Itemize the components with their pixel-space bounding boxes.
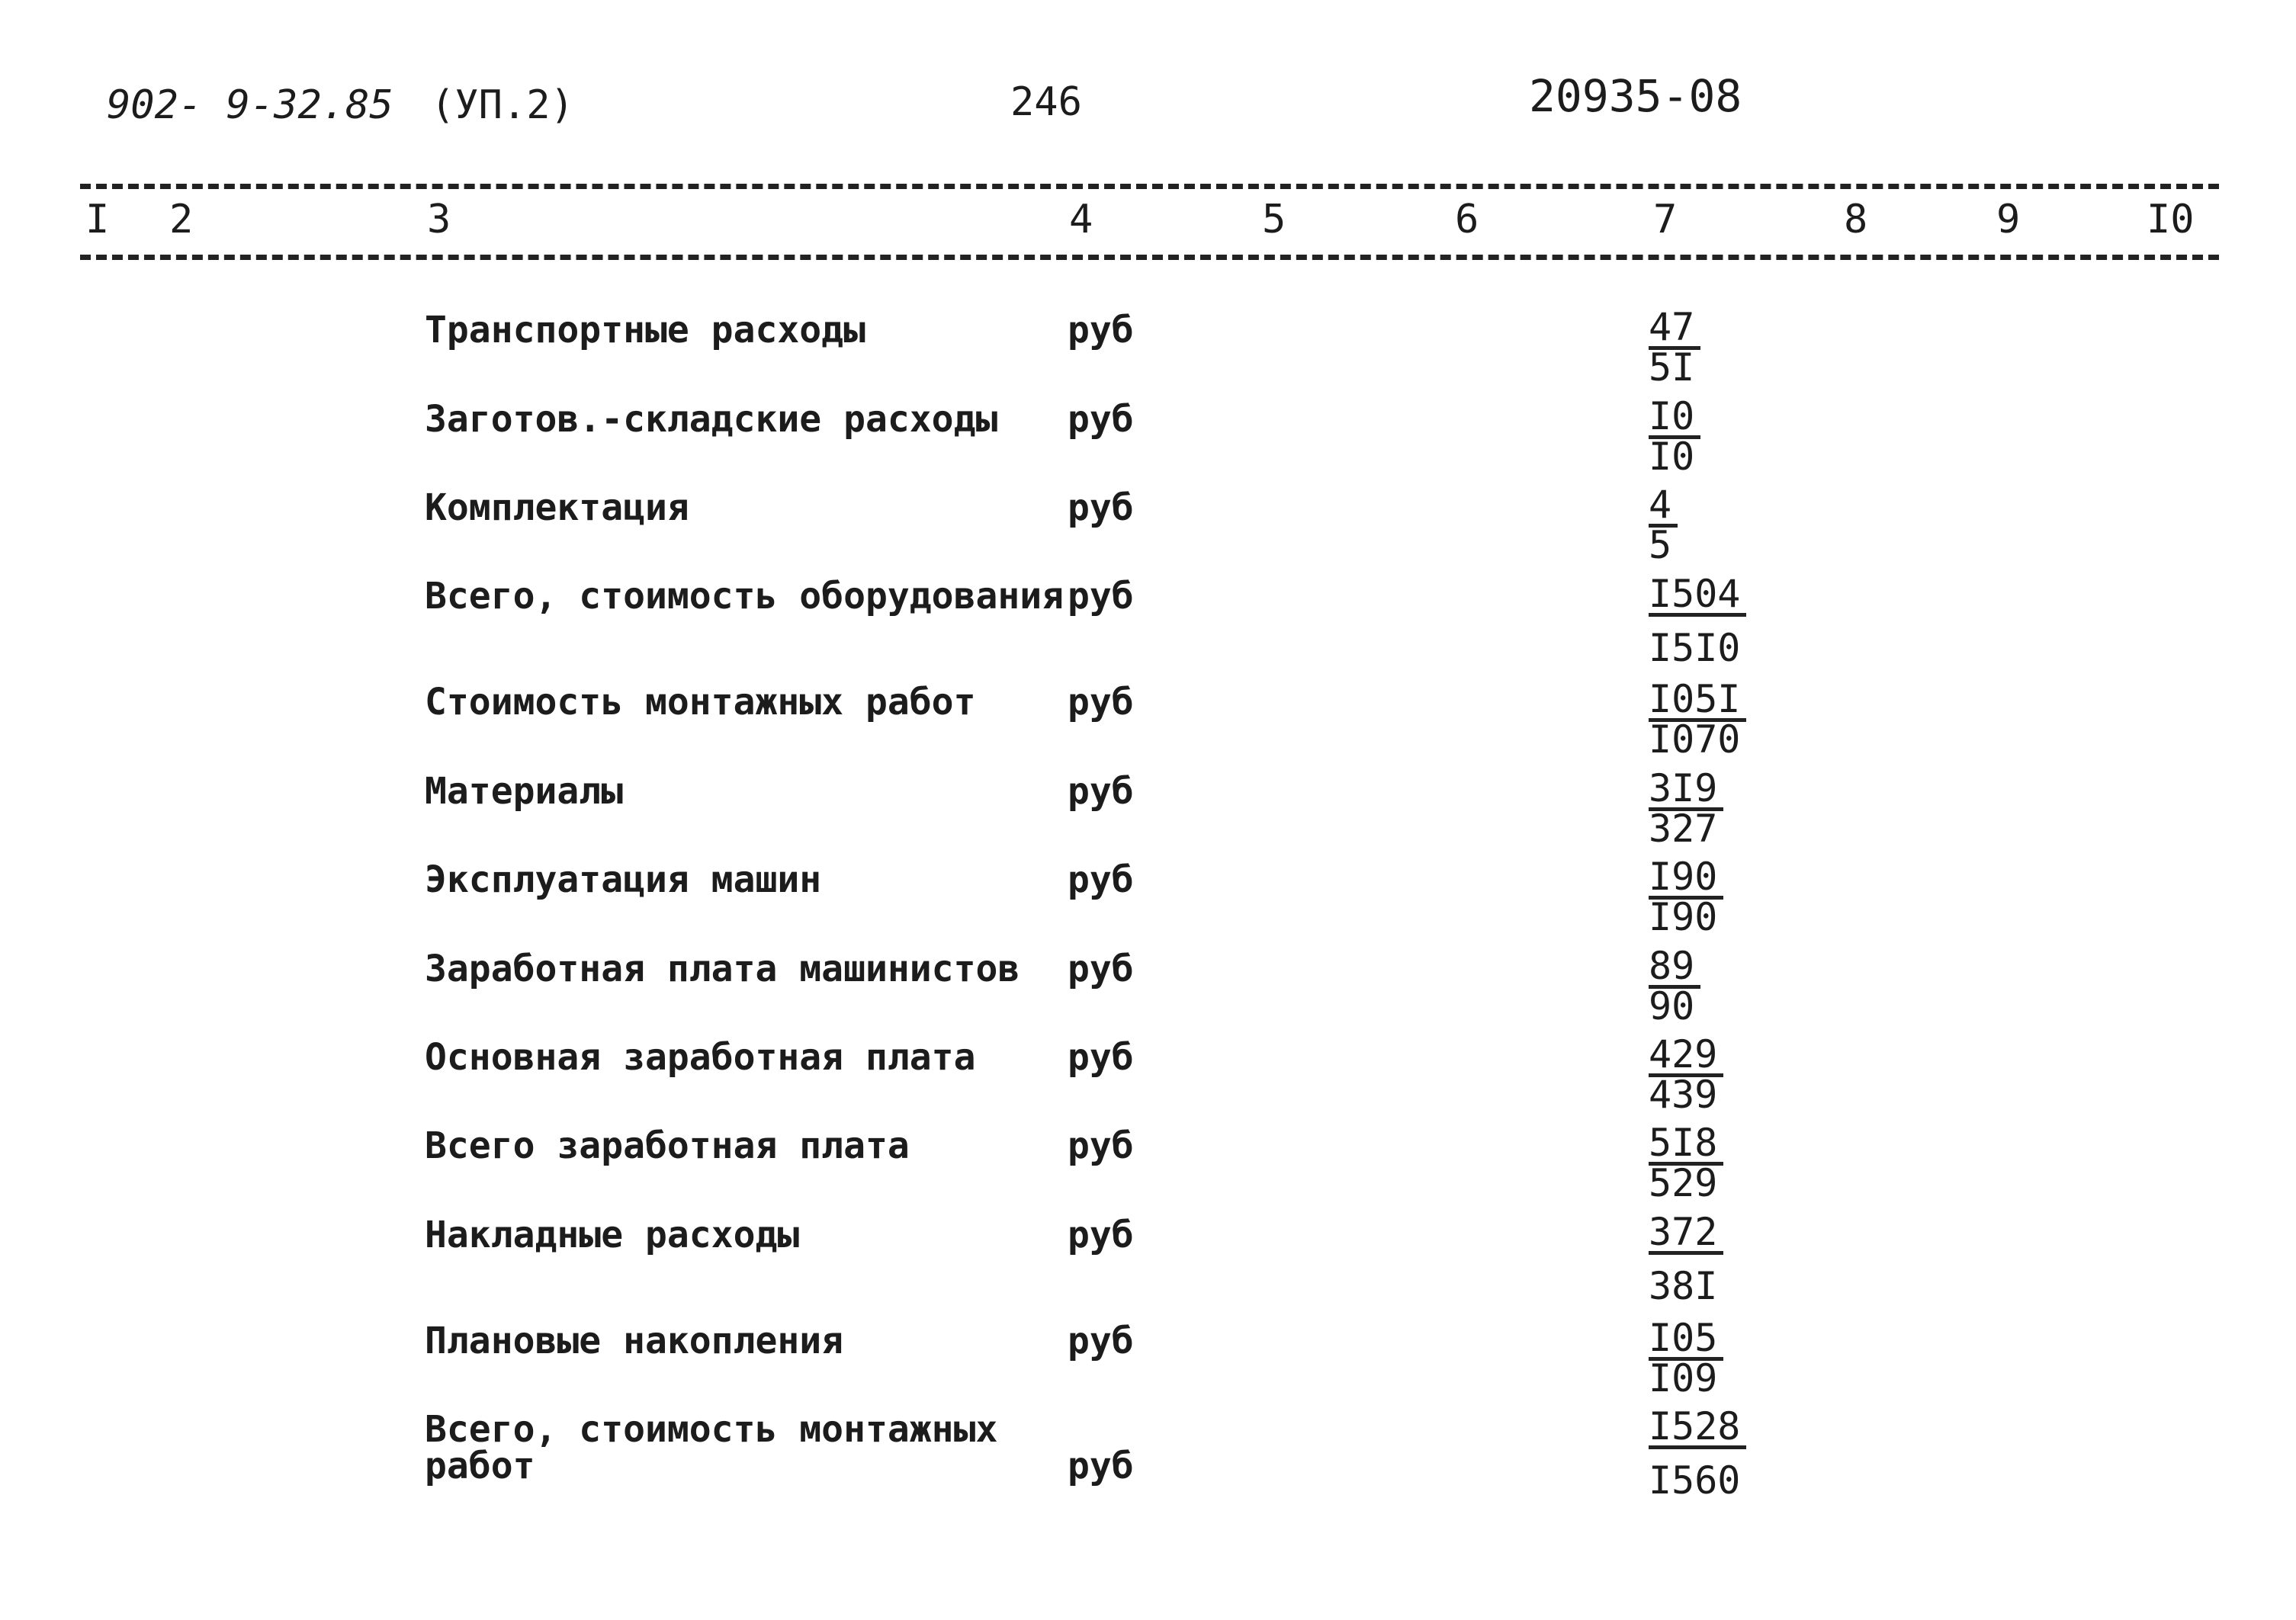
document-number: 20935-08 [1529,70,1742,122]
row-value [1649,855,1723,939]
value-numerator: I90 [1649,859,1723,900]
row-unit: руб [1068,681,1134,723]
row-name: Заработная плата машинистов [425,948,1020,990]
row-name: Плановые накопления [425,1320,844,1362]
column-number-9: 9 [1996,197,2021,242]
row-name: Всего заработная плата [425,1124,910,1167]
row-unit: руб [1068,858,1134,901]
value-denominator: 327 [1649,807,1718,851]
value-denominator: 90 [1649,984,1695,1028]
value-numerator: I504 [1649,576,1746,617]
value-denominator: I5I0 [1649,626,1741,670]
row-name: Заготов.-складские расходы [425,398,998,441]
value-numerator: 5I8 [1649,1125,1723,1166]
value-numerator: I528 [1649,1409,1746,1449]
row-name: Комплектация [425,486,689,529]
row-unit: руб [1068,398,1134,441]
value-numerator: I05I [1649,682,1746,722]
row-unit: руб [1068,1445,1134,1487]
row-value [1649,677,1746,762]
row-name: Материалы [425,770,624,813]
row-name: Стоимость монтажных работ [425,681,976,723]
row-unit: руб [1068,770,1134,813]
value-denominator: I0 [1649,435,1695,479]
value-denominator: 5I [1649,345,1695,390]
value-denominator: 5 [1649,523,1672,567]
row-name: Всего, стоимость оборудования [425,575,1065,618]
row-unit: руб [1068,486,1134,529]
value-denominator: 439 [1649,1073,1718,1117]
page-number: 246 [1010,79,1082,125]
column-number-2: 2 [169,197,194,242]
row-value [1649,305,1700,390]
document-part: (УП.2) [431,82,574,128]
column-number-3: 3 [427,197,451,242]
row-value [1649,766,1723,851]
row-name: Основная заработная плата [425,1036,976,1079]
row-value [1649,572,1746,670]
row-name: Всего, стоимость монтажных [425,1408,998,1451]
row-unit: руб [1068,1214,1134,1256]
column-number-7: 7 [1653,197,1678,242]
value-denominator: 529 [1649,1161,1718,1205]
row-value [1649,1404,1746,1503]
value-numerator: 372 [1649,1214,1723,1255]
row-unit: руб [1068,1124,1134,1167]
value-numerator: 89 [1649,948,1700,989]
column-number-5: 5 [1262,197,1286,242]
column-number-10: I0 [2147,197,2195,242]
value-numerator: I0 [1649,399,1700,439]
value-denominator: I90 [1649,895,1718,939]
column-number-6: 6 [1455,197,1479,242]
value-numerator: 47 [1649,310,1700,350]
row-value [1649,1032,1723,1117]
value-denominator: I070 [1649,717,1741,762]
document-code: 902- 9-32.85 [107,82,393,128]
column-number-1: I [85,197,110,242]
row-name-continuation: работ [425,1445,535,1487]
value-numerator: 3I9 [1649,771,1723,811]
row-unit: руб [1068,575,1134,618]
row-name: Транспортные расходы [425,309,865,351]
row-unit: руб [1068,948,1134,990]
value-numerator: 429 [1649,1037,1723,1077]
value-numerator: 4 [1649,487,1678,528]
row-value [1649,483,1678,567]
row-unit: руб [1068,1036,1134,1079]
header-rule-top [80,184,2219,189]
header-rule-bottom [80,255,2219,260]
value-numerator: I05 [1649,1320,1723,1361]
row-name: Накладные расходы [425,1214,800,1256]
row-unit: руб [1068,1320,1134,1362]
value-denominator: I09 [1649,1356,1718,1400]
row-unit: руб [1068,309,1134,351]
row-value [1649,394,1700,479]
row-value [1649,1316,1723,1400]
row-value [1649,944,1700,1028]
row-value [1649,1210,1723,1308]
value-denominator: 38I [1649,1264,1718,1308]
row-name: Эксплуатация машин [425,858,822,901]
column-number-4: 4 [1069,197,1093,242]
value-denominator: I560 [1649,1458,1741,1503]
row-value [1649,1121,1723,1205]
column-number-8: 8 [1844,197,1868,242]
